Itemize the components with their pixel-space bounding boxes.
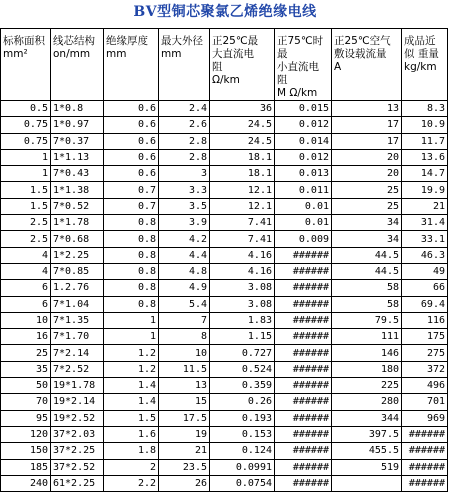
cell-nominal-area[interactable]: 0.75 bbox=[1, 133, 51, 149]
cell-dc-resistance-75c[interactable]: ###### bbox=[275, 361, 332, 377]
sheet-title: BV型铜芯聚氯乙烯绝缘电线 bbox=[133, 4, 317, 20]
cell-conductor-structure[interactable]: 1.2.76 bbox=[51, 280, 104, 296]
table-row bbox=[1, 198, 448, 214]
cell-approx-weight[interactable]: 31.4 bbox=[402, 215, 448, 231]
cell-dc-resistance-75c[interactable]: 0.015 bbox=[275, 101, 332, 117]
cell-insulation-thickness[interactable]: 1.6 bbox=[104, 426, 159, 442]
table-row bbox=[1, 459, 448, 475]
cell-max-outer-diameter[interactable]: 2.8 bbox=[159, 149, 210, 165]
table-row bbox=[1, 231, 448, 247]
cell-current-capacity[interactable]: 519 bbox=[332, 459, 402, 475]
cell-nominal-area[interactable]: 35 bbox=[1, 361, 51, 377]
cell-insulation-thickness[interactable]: 0.8 bbox=[104, 215, 159, 231]
table-row bbox=[1, 312, 448, 328]
table-row bbox=[1, 133, 448, 149]
cell-conductor-structure[interactable]: 1*2.25 bbox=[51, 247, 104, 263]
table-row bbox=[1, 149, 448, 165]
cell-dc-resistance-25c[interactable]: 7.41 bbox=[210, 231, 275, 247]
cell-dc-resistance-25c[interactable]: 0.153 bbox=[210, 426, 275, 442]
cell-conductor-structure[interactable]: 19*1.78 bbox=[51, 378, 104, 394]
cell-dc-resistance-25c[interactable]: 0.26 bbox=[210, 394, 275, 410]
cell-conductor-structure[interactable]: 7*1.35 bbox=[51, 312, 104, 328]
cell-dc-resistance-25c[interactable]: 12.1 bbox=[210, 198, 275, 214]
cell-dc-resistance-75c[interactable]: ###### bbox=[275, 426, 332, 442]
cell-insulation-thickness[interactable]: 0.8 bbox=[104, 231, 159, 247]
cell-dc-resistance-75c[interactable]: 0.012 bbox=[275, 149, 332, 165]
cell-nominal-area[interactable]: 1.5 bbox=[1, 198, 51, 214]
cell-current-capacity[interactable]: 111 bbox=[332, 329, 402, 345]
cell-nominal-area[interactable]: 6 bbox=[1, 296, 51, 312]
cell-approx-weight[interactable]: 701 bbox=[402, 394, 448, 410]
header-approx-weight[interactable]: 成品近 似 重量 kg/km bbox=[402, 29, 448, 101]
cell-approx-weight[interactable]: 13.6 bbox=[402, 149, 448, 165]
table-row bbox=[1, 296, 448, 312]
cell-current-capacity[interactable]: 79.5 bbox=[332, 312, 402, 328]
cell-dc-resistance-25c[interactable]: 0.0991 bbox=[210, 459, 275, 475]
cell-current-capacity[interactable]: 225 bbox=[332, 378, 402, 394]
cell-nominal-area[interactable]: 120 bbox=[1, 426, 51, 442]
cell-nominal-area[interactable]: 1.5 bbox=[1, 182, 51, 198]
cell-insulation-thickness[interactable]: 0.8 bbox=[104, 263, 159, 279]
cell-max-outer-diameter[interactable]: 21 bbox=[159, 443, 210, 459]
cell-max-outer-diameter[interactable]: 5.4 bbox=[159, 296, 210, 312]
cell-dc-resistance-75c[interactable]: ###### bbox=[275, 296, 332, 312]
cell-conductor-structure[interactable]: 1*1.13 bbox=[51, 149, 104, 165]
cell-current-capacity[interactable]: 20 bbox=[332, 166, 402, 182]
cell-dc-resistance-25c[interactable]: 18.1 bbox=[210, 166, 275, 182]
cell-approx-weight[interactable]: 275 bbox=[402, 345, 448, 361]
cell-conductor-structure[interactable]: 1*0.97 bbox=[51, 117, 104, 133]
cell-dc-resistance-25c[interactable]: 24.5 bbox=[210, 117, 275, 133]
cell-dc-resistance-25c[interactable]: 24.5 bbox=[210, 133, 275, 149]
cell-nominal-area[interactable]: 0.75 bbox=[1, 117, 51, 133]
header-nominal-area[interactable]: 标称面积 mm² bbox=[1, 29, 51, 101]
cell-insulation-thickness[interactable]: 0.6 bbox=[104, 133, 159, 149]
cell-dc-resistance-75c[interactable]: ###### bbox=[275, 247, 332, 263]
cell-conductor-structure[interactable]: 1*0.8 bbox=[51, 101, 104, 117]
cell-max-outer-diameter[interactable]: 2.4 bbox=[159, 101, 210, 117]
cell-conductor-structure[interactable]: 7*2.14 bbox=[51, 345, 104, 361]
table-row bbox=[1, 280, 448, 296]
cell-max-outer-diameter[interactable]: 3.9 bbox=[159, 215, 210, 231]
cell-current-capacity[interactable]: 397.5 bbox=[332, 426, 402, 442]
cell-approx-weight[interactable]: ###### bbox=[402, 475, 448, 491]
cell-conductor-structure[interactable]: 7*0.52 bbox=[51, 198, 104, 214]
table-row bbox=[1, 345, 448, 361]
cell-conductor-structure[interactable]: 7*2.52 bbox=[51, 361, 104, 377]
cell-approx-weight[interactable]: 66 bbox=[402, 280, 448, 296]
cell-approx-weight[interactable]: 116 bbox=[402, 312, 448, 328]
cell-current-capacity[interactable]: 146 bbox=[332, 345, 402, 361]
cell-approx-weight[interactable]: 33.1 bbox=[402, 231, 448, 247]
cell-current-capacity[interactable]: 455.5 bbox=[332, 443, 402, 459]
cell-dc-resistance-75c[interactable]: 0.012 bbox=[275, 117, 332, 133]
cable-spec-table bbox=[0, 28, 448, 492]
table-row bbox=[1, 101, 448, 117]
table-row bbox=[1, 117, 448, 133]
header-insulation-thickness[interactable]: 绝缘厚度 mm bbox=[104, 29, 159, 101]
cell-insulation-thickness[interactable]: 1.2 bbox=[104, 345, 159, 361]
cell-nominal-area[interactable]: 4 bbox=[1, 263, 51, 279]
table-row bbox=[1, 378, 448, 394]
cell-dc-resistance-25c[interactable]: 0.727 bbox=[210, 345, 275, 361]
cell-conductor-structure[interactable]: 37*2.52 bbox=[51, 459, 104, 475]
cell-max-outer-diameter[interactable]: 4.2 bbox=[159, 231, 210, 247]
cell-insulation-thickness[interactable]: 1.8 bbox=[104, 443, 159, 459]
cell-dc-resistance-75c[interactable]: ###### bbox=[275, 394, 332, 410]
cell-nominal-area[interactable]: 0.5 bbox=[1, 101, 51, 117]
cell-max-outer-diameter[interactable]: 4.9 bbox=[159, 280, 210, 296]
cell-dc-resistance-75c[interactable]: 0.014 bbox=[275, 133, 332, 149]
cell-insulation-thickness[interactable]: 1.5 bbox=[104, 410, 159, 426]
cell-current-capacity[interactable]: 25 bbox=[332, 198, 402, 214]
cell-conductor-structure[interactable]: 7*1.04 bbox=[51, 296, 104, 312]
cell-current-capacity[interactable]: 13 bbox=[332, 101, 402, 117]
cell-conductor-structure[interactable]: 19*2.52 bbox=[51, 410, 104, 426]
cell-dc-resistance-25c[interactable]: 0.193 bbox=[210, 410, 275, 426]
cell-dc-resistance-25c[interactable]: 4.16 bbox=[210, 247, 275, 263]
cell-approx-weight[interactable]: 969 bbox=[402, 410, 448, 426]
cell-nominal-area[interactable]: 6 bbox=[1, 280, 51, 296]
cell-conductor-structure[interactable]: 7*0.37 bbox=[51, 133, 104, 149]
cell-nominal-area[interactable]: 70 bbox=[1, 394, 51, 410]
table-row bbox=[1, 443, 448, 459]
cell-approx-weight[interactable]: 49 bbox=[402, 263, 448, 279]
cell-dc-resistance-75c[interactable]: 0.01 bbox=[275, 198, 332, 214]
header-dc-resistance-75c[interactable]: 正75℃时最 小直流电阻 M Ω/km bbox=[275, 29, 332, 101]
cell-dc-resistance-75c[interactable]: ###### bbox=[275, 378, 332, 394]
cell-approx-weight[interactable]: 10.9 bbox=[402, 117, 448, 133]
table-row bbox=[1, 166, 448, 182]
table-row bbox=[1, 215, 448, 231]
cell-insulation-thickness[interactable]: 0.7 bbox=[104, 182, 159, 198]
cell-nominal-area[interactable]: 10 bbox=[1, 312, 51, 328]
cell-dc-resistance-75c[interactable]: ###### bbox=[275, 475, 332, 491]
cell-approx-weight[interactable]: 11.7 bbox=[402, 133, 448, 149]
cell-max-outer-diameter[interactable]: 2.6 bbox=[159, 117, 210, 133]
cell-dc-resistance-75c[interactable]: ###### bbox=[275, 263, 332, 279]
header-current-capacity[interactable]: 正25℃空气 敷设载流量 A bbox=[332, 29, 402, 101]
table-row bbox=[1, 361, 448, 377]
cell-max-outer-diameter[interactable]: 26 bbox=[159, 475, 210, 491]
cell-insulation-thickness[interactable]: 0.8 bbox=[104, 280, 159, 296]
cell-current-capacity[interactable]: 20 bbox=[332, 149, 402, 165]
cell-insulation-thickness[interactable]: 0.6 bbox=[104, 117, 159, 133]
cell-insulation-thickness[interactable]: 1 bbox=[104, 329, 159, 345]
table-row bbox=[1, 426, 448, 442]
table-row bbox=[1, 247, 448, 263]
cell-approx-weight[interactable]: 46.3 bbox=[402, 247, 448, 263]
cell-max-outer-diameter[interactable]: 2.8 bbox=[159, 133, 210, 149]
cell-insulation-thickness[interactable]: 0.8 bbox=[104, 296, 159, 312]
cell-max-outer-diameter[interactable]: 19 bbox=[159, 426, 210, 442]
header-row bbox=[1, 29, 448, 101]
cell-max-outer-diameter[interactable]: 7 bbox=[159, 312, 210, 328]
cell-insulation-thickness[interactable]: 2.2 bbox=[104, 475, 159, 491]
cell-conductor-structure[interactable]: 7*0.85 bbox=[51, 263, 104, 279]
cell-approx-weight[interactable]: ###### bbox=[402, 459, 448, 475]
cell-conductor-structure[interactable]: 19*2.14 bbox=[51, 394, 104, 410]
cell-max-outer-diameter[interactable]: 8 bbox=[159, 329, 210, 345]
cell-approx-weight[interactable]: 19.9 bbox=[402, 182, 448, 198]
table-row bbox=[1, 263, 448, 279]
cell-current-capacity[interactable]: 344 bbox=[332, 410, 402, 426]
cell-current-capacity[interactable]: 44.5 bbox=[332, 247, 402, 263]
cell-current-capacity[interactable]: 17 bbox=[332, 117, 402, 133]
cell-insulation-thickness[interactable]: 0.6 bbox=[104, 166, 159, 182]
cell-current-capacity[interactable]: 280 bbox=[332, 394, 402, 410]
table-body bbox=[1, 101, 448, 492]
cell-nominal-area[interactable]: 150 bbox=[1, 443, 51, 459]
cell-current-capacity[interactable]: 34 bbox=[332, 231, 402, 247]
cell-nominal-area[interactable]: 1 bbox=[1, 166, 51, 182]
cell-max-outer-diameter[interactable]: 23.5 bbox=[159, 459, 210, 475]
cell-max-outer-diameter[interactable]: 11.5 bbox=[159, 361, 210, 377]
cell-dc-resistance-25c[interactable]: 3.08 bbox=[210, 296, 275, 312]
cell-insulation-thickness[interactable]: 2 bbox=[104, 459, 159, 475]
cell-conductor-structure[interactable]: 7*1.70 bbox=[51, 329, 104, 345]
cell-dc-resistance-75c[interactable]: ###### bbox=[275, 312, 332, 328]
cell-current-capacity[interactable]: 34 bbox=[332, 215, 402, 231]
cell-conductor-structure[interactable]: 37*2.03 bbox=[51, 426, 104, 442]
cell-conductor-structure[interactable]: 1*1.78 bbox=[51, 215, 104, 231]
cell-dc-resistance-25c[interactable]: 36 bbox=[210, 101, 275, 117]
cell-insulation-thickness[interactable]: 1.4 bbox=[104, 394, 159, 410]
cell-dc-resistance-25c[interactable]: 0.0754 bbox=[210, 475, 275, 491]
table-row bbox=[1, 410, 448, 426]
cell-current-capacity[interactable]: 25 bbox=[332, 182, 402, 198]
cell-nominal-area[interactable]: 95 bbox=[1, 410, 51, 426]
cell-max-outer-diameter[interactable]: 3.3 bbox=[159, 182, 210, 198]
cell-max-outer-diameter[interactable]: 3 bbox=[159, 166, 210, 182]
cell-max-outer-diameter[interactable]: 3.5 bbox=[159, 198, 210, 214]
cell-approx-weight[interactable]: 14.7 bbox=[402, 166, 448, 182]
cell-current-capacity[interactable]: 17 bbox=[332, 133, 402, 149]
cell-dc-resistance-25c[interactable]: 1.83 bbox=[210, 312, 275, 328]
cell-insulation-thickness[interactable]: 1.2 bbox=[104, 361, 159, 377]
cell-dc-resistance-75c[interactable]: ###### bbox=[275, 280, 332, 296]
cell-dc-resistance-75c[interactable]: 0.01 bbox=[275, 215, 332, 231]
cell-nominal-area[interactable]: 50 bbox=[1, 378, 51, 394]
cell-max-outer-diameter[interactable]: 15 bbox=[159, 394, 210, 410]
cell-current-capacity[interactable] bbox=[332, 475, 402, 491]
cell-dc-resistance-25c[interactable]: 0.359 bbox=[210, 378, 275, 394]
cell-conductor-structure[interactable]: 37*2.25 bbox=[51, 443, 104, 459]
cell-current-capacity[interactable]: 44.5 bbox=[332, 263, 402, 279]
cell-conductor-structure[interactable]: 1*1.38 bbox=[51, 182, 104, 198]
cell-approx-weight[interactable]: 69.4 bbox=[402, 296, 448, 312]
cell-dc-resistance-25c[interactable]: 7.41 bbox=[210, 215, 275, 231]
cell-insulation-thickness[interactable]: 0.8 bbox=[104, 247, 159, 263]
cell-current-capacity[interactable]: 58 bbox=[332, 280, 402, 296]
cell-insulation-thickness[interactable]: 0.6 bbox=[104, 101, 159, 117]
cell-approx-weight[interactable]: ###### bbox=[402, 426, 448, 442]
cell-insulation-thickness[interactable]: 1.4 bbox=[104, 378, 159, 394]
cell-dc-resistance-25c[interactable]: 12.1 bbox=[210, 182, 275, 198]
cell-nominal-area[interactable]: 4 bbox=[1, 247, 51, 263]
cell-nominal-area[interactable]: 240 bbox=[1, 475, 51, 491]
cell-nominal-area[interactable]: 2.5 bbox=[1, 215, 51, 231]
cell-dc-resistance-25c[interactable]: 0.524 bbox=[210, 361, 275, 377]
cell-dc-resistance-75c[interactable]: ###### bbox=[275, 329, 332, 345]
cell-approx-weight[interactable]: ###### bbox=[402, 443, 448, 459]
cell-insulation-thickness[interactable]: 1 bbox=[104, 312, 159, 328]
table-row bbox=[1, 475, 448, 491]
header-dc-resistance-25c[interactable]: 正25℃最 大直流电 阻 Ω/km bbox=[210, 29, 275, 101]
cell-max-outer-diameter[interactable]: 17.5 bbox=[159, 410, 210, 426]
cell-dc-resistance-25c[interactable]: 0.124 bbox=[210, 443, 275, 459]
cell-dc-resistance-75c[interactable]: ###### bbox=[275, 345, 332, 361]
table-row bbox=[1, 182, 448, 198]
cell-approx-weight[interactable]: 21 bbox=[402, 198, 448, 214]
cell-dc-resistance-75c[interactable]: ###### bbox=[275, 443, 332, 459]
cell-max-outer-diameter[interactable]: 13 bbox=[159, 378, 210, 394]
cell-insulation-thickness[interactable]: 0.6 bbox=[104, 149, 159, 165]
cell-dc-resistance-75c[interactable]: ###### bbox=[275, 459, 332, 475]
cell-dc-resistance-25c[interactable]: 1.15 bbox=[210, 329, 275, 345]
cell-max-outer-diameter[interactable]: 4.4 bbox=[159, 247, 210, 263]
cell-max-outer-diameter[interactable]: 10 bbox=[159, 345, 210, 361]
cell-nominal-area[interactable]: 25 bbox=[1, 345, 51, 361]
cell-current-capacity[interactable]: 180 bbox=[332, 361, 402, 377]
cell-dc-resistance-75c[interactable]: 0.009 bbox=[275, 231, 332, 247]
cell-nominal-area[interactable]: 16 bbox=[1, 329, 51, 345]
cell-insulation-thickness[interactable]: 0.7 bbox=[104, 198, 159, 214]
cell-approx-weight[interactable]: 372 bbox=[402, 361, 448, 377]
cell-nominal-area[interactable]: 185 bbox=[1, 459, 51, 475]
cell-nominal-area[interactable]: 1 bbox=[1, 149, 51, 165]
header-conductor-structure[interactable]: 线芯结构 on/mm bbox=[51, 29, 104, 101]
cell-max-outer-diameter[interactable]: 4.8 bbox=[159, 263, 210, 279]
cell-dc-resistance-25c[interactable]: 4.16 bbox=[210, 263, 275, 279]
cell-nominal-area[interactable]: 2.5 bbox=[1, 231, 51, 247]
cell-approx-weight[interactable]: 496 bbox=[402, 378, 448, 394]
header-max-outer-diameter[interactable]: 最大外径 mm bbox=[159, 29, 210, 101]
cell-dc-resistance-75c[interactable]: 0.013 bbox=[275, 166, 332, 182]
cell-conductor-structure[interactable]: 7*0.68 bbox=[51, 231, 104, 247]
cell-conductor-structure[interactable]: 61*2.25 bbox=[51, 475, 104, 491]
cell-approx-weight[interactable]: 8.3 bbox=[402, 101, 448, 117]
table-row bbox=[1, 329, 448, 345]
cell-dc-resistance-25c[interactable]: 3.08 bbox=[210, 280, 275, 296]
cell-approx-weight[interactable]: 175 bbox=[402, 329, 448, 345]
cell-dc-resistance-25c[interactable]: 18.1 bbox=[210, 149, 275, 165]
cell-dc-resistance-75c[interactable]: 0.011 bbox=[275, 182, 332, 198]
cell-conductor-structure[interactable]: 7*0.43 bbox=[51, 166, 104, 182]
cell-dc-resistance-75c[interactable]: ###### bbox=[275, 410, 332, 426]
table-row bbox=[1, 394, 448, 410]
cell-current-capacity[interactable]: 58 bbox=[332, 296, 402, 312]
